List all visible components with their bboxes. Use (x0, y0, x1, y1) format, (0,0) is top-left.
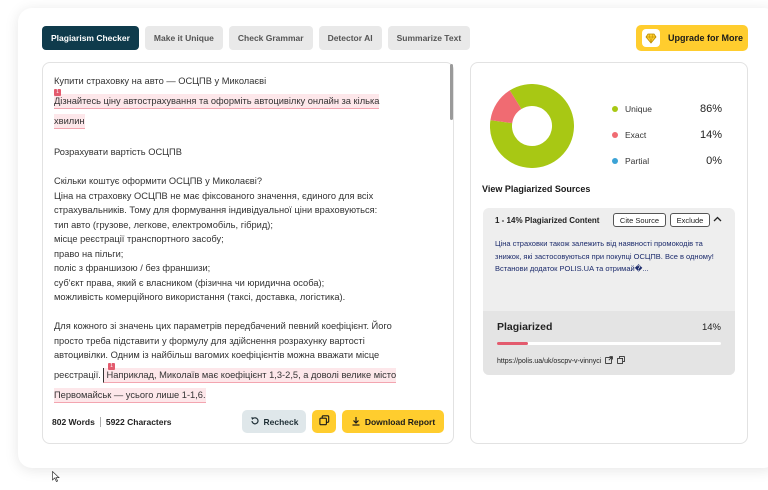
results-legend (612, 96, 722, 174)
tab-summarize-text[interactable]: Summarize Text (388, 26, 471, 50)
text-line: Купити страховку на авто — ОСЦПВ у Миколаєві (54, 76, 267, 86)
editor-scrollbar[interactable] (450, 64, 453, 120)
character-count: 5922 Characters (105, 417, 172, 427)
legend-value: 14% (699, 129, 722, 141)
text-stats (52, 417, 172, 427)
external-link-icon[interactable] (605, 356, 613, 366)
exclude-button[interactable]: Exclude (670, 213, 710, 227)
legend-row-exact (612, 122, 722, 148)
highlight-block-2[interactable] (54, 362, 446, 405)
text-line: суб'єкт права, який є власником (фізична чи юридична особа); (54, 277, 325, 288)
plagiarism-donut-chart (490, 84, 574, 168)
legend-dot (612, 106, 618, 112)
view-sources-title: View Plagiarized Sources (482, 184, 591, 194)
text-line: просто треба підставити у формулу для здійснення розрахунку вартості (54, 335, 365, 346)
download-label: Download Report (364, 416, 436, 427)
legend-row-partial (612, 148, 722, 174)
upgrade-button[interactable] (636, 25, 748, 51)
text-line: Розрахувати вартість ОСЦПВ (54, 147, 182, 157)
download-icon (351, 416, 361, 428)
mouse-cursor-icon (52, 471, 60, 482)
legend-dot (612, 132, 618, 138)
text-segment: реєстрації. (54, 369, 101, 380)
text-line: поліс з франшизою / без франшизи; (54, 263, 211, 273)
tab-plagiarism-checker[interactable]: Plagiarism Checker (42, 26, 139, 50)
stats-divider (100, 417, 101, 427)
diamond-icon (642, 29, 660, 47)
plagiarized-label: Plagiarized (497, 321, 553, 333)
highlight-block-1[interactable] (54, 88, 446, 131)
text-line: автоцивілки. Одним із найбільш вагомих коефіцієнтів можна вважати місце (54, 350, 380, 360)
highlighted-text[interactable]: Первомайськ — усього лише 1-1,6. (54, 388, 206, 403)
legend-value: 86% (699, 103, 722, 115)
text-line: можливість комерційного використання (таксі, доставка, логістика). (54, 292, 346, 302)
refresh-icon (250, 416, 260, 428)
source-url-row (497, 356, 625, 366)
source-header[interactable]: 1 - 14% Plagiarized Content (495, 216, 600, 225)
legend-label: Exact (625, 130, 647, 140)
legend-value: 0% (706, 155, 722, 167)
text-line: право на пільги; (54, 248, 124, 259)
plagiarized-summary (483, 311, 735, 375)
download-report-button[interactable] (342, 410, 444, 433)
plagiarized-value: 14% (701, 322, 721, 333)
text-line: тип авто (грузове, легкове, електромобіль, гібрид); (54, 219, 273, 230)
source-snippet: Ціна страховки також залежить від наявності промокодів та знижок, які застосовуються при покупці ОСЦПВ. Все в одному! Встанови додаток POLIS.UA та отримай�... (495, 239, 714, 273)
source-card (483, 208, 735, 375)
word-count: 802 Words (52, 417, 95, 427)
highlighted-text[interactable]: Дізнайтесь ціну автострахування та оформіть автоцивілку онлайн за кілька (54, 94, 379, 109)
text-line: страхувальників. Тому для формування індивідуальної ціни враховуються: (54, 205, 378, 215)
copy-link-icon[interactable] (617, 356, 625, 366)
plagiarized-progress-bar (497, 342, 721, 345)
tool-tabs (42, 26, 470, 50)
text-line: Ціна на страховку ОСЦПВ не має фіксованого значення, єдиного для всіх (54, 190, 374, 201)
legend-dot (612, 158, 618, 164)
text-line: місце реєстрації транспортного засобу; (54, 234, 224, 244)
text-line: Для кожного зі значень цих параметрів передбачений певний коефіцієнт. Його (54, 321, 392, 331)
tab-detector-ai[interactable]: Detector AI (319, 26, 382, 50)
tab-check-grammar[interactable]: Check Grammar (229, 26, 313, 50)
match-badge: 1 (54, 89, 61, 96)
legend-label: Partial (625, 156, 650, 166)
chevron-up-icon[interactable] (713, 214, 722, 224)
cite-source-button[interactable]: Cite Source (613, 213, 666, 227)
legend-label: Unique (625, 104, 652, 114)
match-badge: 1 (108, 363, 115, 370)
highlighted-text[interactable]: Наприклад, Миколаїв має коефіцієнт 1,3-2,5, а доволі велике місто (103, 368, 396, 383)
legend-row-unique (612, 96, 722, 122)
copy-button[interactable] (312, 410, 336, 433)
editor-text (54, 74, 446, 405)
recheck-label: Recheck (263, 416, 299, 427)
text-line: Скільки коштує оформити ОСЦПВ у Миколаєві? (54, 176, 262, 186)
tab-make-it-unique[interactable]: Make it Unique (145, 26, 223, 50)
plagiarized-progress-fill (497, 342, 528, 345)
recheck-button[interactable] (242, 410, 306, 433)
upgrade-label: Upgrade for More (668, 33, 744, 43)
source-url[interactable]: https://polis.ua/uk/oscpv-v-vinnyci (497, 357, 602, 365)
highlighted-text[interactable]: хвилин (54, 114, 85, 129)
copy-icon (319, 413, 330, 431)
